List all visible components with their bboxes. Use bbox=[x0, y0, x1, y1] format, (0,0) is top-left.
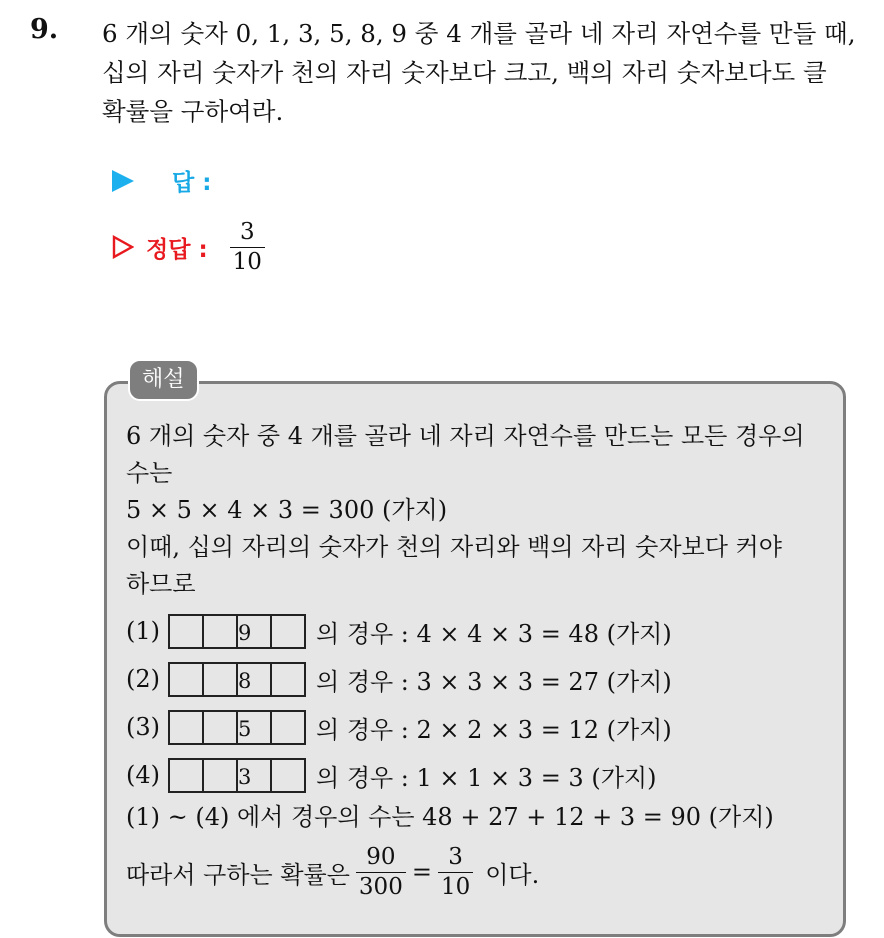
question-line-1: 6 개의 숫자 0, 1, 3, 5, 8, 9 중 4 개를 골라 네 자리 자연수를 만들 때, bbox=[102, 19, 856, 48]
final-prefix: 따라서 구하는 확률은 bbox=[126, 860, 350, 889]
outline-triangle-icon bbox=[112, 235, 134, 259]
empty-digit-box bbox=[202, 614, 238, 649]
explanation-line: 6 개의 숫자 중 4 개를 골라 네 자리 자연수를 만드는 모든 경우의 bbox=[126, 422, 805, 450]
fraction-numerator: 90 bbox=[366, 843, 396, 870]
case-row bbox=[126, 751, 826, 799]
case-text: 의 경우 : 3 × 3 × 3 = 27 (가지) bbox=[316, 667, 672, 696]
empty-digit-box bbox=[270, 758, 306, 793]
fraction-numerator: 3 bbox=[239, 219, 255, 245]
final-suffix: 이다. bbox=[485, 860, 540, 889]
empty-digit-box bbox=[270, 710, 306, 745]
question-number: 9. bbox=[30, 14, 59, 45]
case-label: (4) bbox=[126, 761, 160, 789]
empty-digit-box bbox=[270, 662, 306, 697]
answer-row bbox=[112, 164, 211, 197]
question-line-2: 십의 자리 숫자가 천의 자리 숫자보다 크고, 백의 자리 숫자보다도 클 bbox=[102, 58, 827, 87]
question-line-3: 확률을 구하여라. bbox=[102, 97, 284, 126]
digit-boxes bbox=[168, 710, 306, 745]
explanation-line: 수는 bbox=[126, 459, 173, 487]
final-probability-line bbox=[126, 836, 826, 908]
fraction-denominator: 300 bbox=[356, 872, 406, 902]
explanation-body bbox=[126, 418, 826, 908]
fraction-90-over-300 bbox=[356, 843, 406, 902]
case-text: 의 경우 : 2 × 2 × 3 = 12 (가지) bbox=[316, 715, 672, 744]
case-text: 의 경우 : 1 × 1 × 3 = 3 (가지) bbox=[316, 763, 657, 792]
case-row bbox=[126, 655, 826, 703]
fraction-denominator: 10 bbox=[438, 872, 473, 902]
answer-label: 답 : bbox=[172, 170, 212, 196]
correct-answer-fraction bbox=[230, 218, 265, 277]
tens-digit-box: 8 bbox=[236, 662, 272, 697]
tens-digit-box: 3 bbox=[236, 758, 272, 793]
fraction-numerator: 3 bbox=[448, 843, 463, 870]
case-row bbox=[126, 703, 826, 751]
empty-digit-box bbox=[202, 662, 238, 697]
digit-boxes bbox=[168, 662, 306, 697]
tens-digit-box: 9 bbox=[236, 614, 272, 649]
question-text bbox=[102, 14, 872, 131]
tens-digit-box: 5 bbox=[236, 710, 272, 745]
explanation-line: 5 × 5 × 4 × 3 = 300 (가지) bbox=[126, 496, 448, 524]
case-label: (2) bbox=[126, 665, 160, 693]
equals-sign: = bbox=[411, 858, 432, 886]
correct-answer-row bbox=[112, 218, 265, 277]
empty-digit-box bbox=[202, 710, 238, 745]
explanation-line: 이때, 십의 자리의 숫자가 천의 자리와 백의 자리 숫자보다 커야 bbox=[126, 533, 782, 561]
empty-digit-box bbox=[168, 614, 204, 649]
empty-digit-box bbox=[168, 758, 204, 793]
empty-digit-box bbox=[168, 662, 204, 697]
digit-boxes bbox=[168, 758, 306, 793]
case-label: (3) bbox=[126, 713, 160, 741]
fraction-denominator: 10 bbox=[230, 247, 265, 277]
case-row bbox=[126, 607, 826, 655]
correct-answer-label: 정답 : bbox=[146, 236, 208, 263]
empty-digit-box bbox=[202, 758, 238, 793]
play-triangle-icon bbox=[112, 170, 134, 192]
digit-boxes bbox=[168, 614, 306, 649]
explanation-line: 하므로 bbox=[126, 570, 196, 598]
explanation-tag: 해설 bbox=[128, 359, 199, 401]
case-text: 의 경우 : 4 × 4 × 3 = 48 (가지) bbox=[316, 619, 672, 648]
fraction-3-over-10 bbox=[438, 843, 473, 902]
empty-digit-box bbox=[270, 614, 306, 649]
sum-line: (1) ~ (4) 에서 경우의 수는 48 + 27 + 12 + 3 = 90 (가지) bbox=[126, 803, 774, 831]
empty-digit-box bbox=[168, 710, 204, 745]
case-label: (1) bbox=[126, 617, 160, 645]
